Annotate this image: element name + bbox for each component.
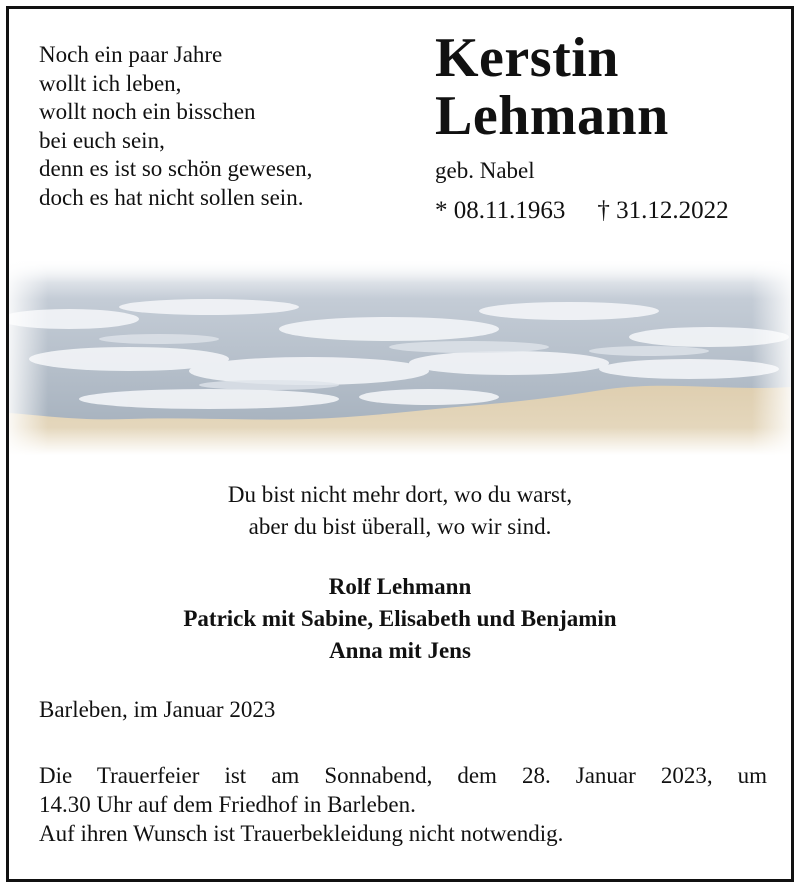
birth-date: * 08.11.1963 — [435, 197, 566, 224]
poem-line: Noch ein paar Jahre — [39, 42, 223, 67]
quote-line: aber du bist überall, wo wir sind. — [248, 514, 552, 539]
beach-wave-image — [9, 259, 791, 455]
mourners — [9, 571, 791, 667]
life-dates — [435, 197, 729, 225]
poem-line: doch es hat nicht sollen sein. — [39, 184, 304, 210]
notice-line: Die Trauerfeier ist am Sonnabend, dem 28. Januar 2023, um — [39, 763, 767, 788]
mourner-line: Patrick mit Sabine, Elisabeth und Benjamin — [183, 606, 617, 631]
maiden-name: geb. Nabel — [435, 158, 535, 183]
poem-line: wollt noch ein bisschen — [39, 99, 256, 124]
funeral-notice — [39, 761, 767, 848]
quote — [9, 479, 791, 543]
first-name: Kerstin — [435, 27, 619, 89]
place-date: Barleben, im Januar 2023 — [39, 697, 276, 722]
mourner-line: Anna mit Jens — [329, 638, 471, 663]
poem-line: wollt ich leben, — [39, 70, 182, 96]
notice-line: Auf ihren Wunsch ist Trauerbekleidung nicht notwendig. — [39, 821, 564, 846]
notice-line: 14.30 Uhr auf dem Friedhof in Barleben. — [39, 792, 416, 817]
deceased-block — [435, 29, 729, 225]
poem-line: bei euch sein, — [39, 127, 165, 153]
mourner-line: Rolf Lehmann — [328, 574, 472, 599]
last-name: Lehmann — [435, 85, 669, 147]
poem — [39, 41, 312, 212]
obituary-card — [6, 6, 794, 882]
quote-line: Du bist nicht mehr dort, wo du warst, — [227, 482, 573, 507]
beach-wave-illustration — [9, 259, 791, 455]
death-date: † 31.12.2022 — [597, 197, 729, 224]
poem-line: denn es ist so schön gewesen, — [39, 156, 313, 181]
